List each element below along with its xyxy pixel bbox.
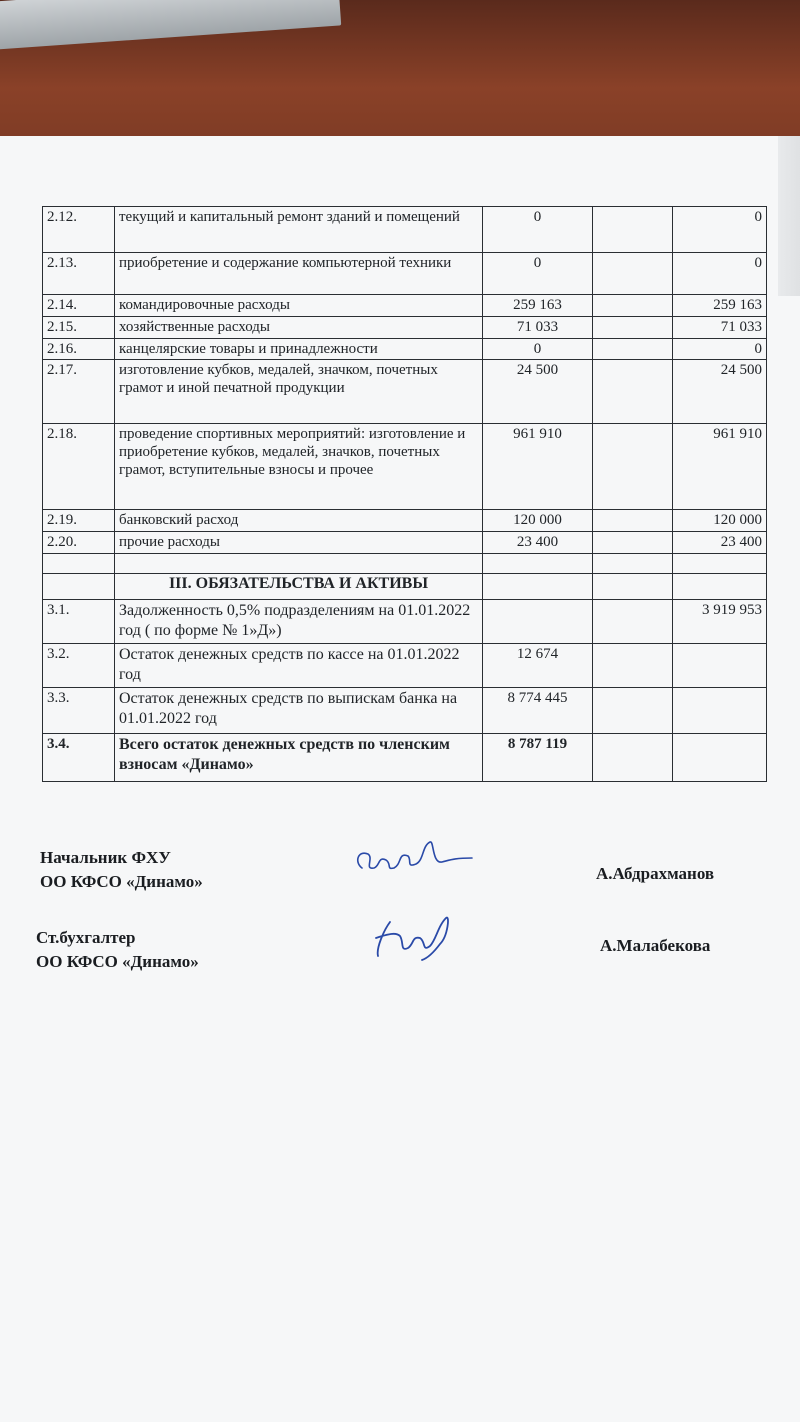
row-total: 0 <box>673 253 767 295</box>
signatory-name: А.Малабекова <box>600 936 711 955</box>
row-amount: 961 910 <box>483 424 593 510</box>
row-number: 2.16. <box>43 339 115 360</box>
signatory-title: Ст.бухгалтер ОО КФСО «Динамо» <box>36 928 199 971</box>
signature-scribble <box>370 908 460 968</box>
row-total: 0 <box>673 207 767 253</box>
row-empty-cell <box>593 734 673 782</box>
row-total <box>673 688 767 734</box>
row-empty-cell <box>593 424 673 510</box>
signatures-block <box>36 846 760 986</box>
row-empty-cell <box>593 360 673 424</box>
row-amount: 259 163 <box>483 295 593 317</box>
row-amount: 24 500 <box>483 360 593 424</box>
page-edge-shadow <box>778 136 800 296</box>
section-title: III. ОБЯЗАТЕЛЬСТВА И АКТИВЫ <box>115 574 483 600</box>
row-number: 2.19. <box>43 510 115 532</box>
table-row-total <box>43 734 767 782</box>
row-empty-cell <box>593 253 673 295</box>
row-description: приобретение и содержание компьютерной техники <box>115 253 483 295</box>
row-number: 3.1. <box>43 600 115 644</box>
row-empty-cell <box>593 644 673 688</box>
row-empty-cell <box>593 510 673 532</box>
table-row <box>43 644 767 688</box>
row-description: Остаток денежных средств по выпискам банка на 01.01.2022 год <box>115 688 483 734</box>
row-empty-cell <box>593 295 673 317</box>
row-empty-cell <box>593 688 673 734</box>
row-description: Остаток денежных средств по кассе на 01.01.2022 год <box>115 644 483 688</box>
row-amount: 71 033 <box>483 317 593 339</box>
row-description: изготовление кубков, медалей, значком, почетных грамот и иной печатной продукции <box>115 360 483 424</box>
table-row <box>43 600 767 644</box>
row-amount: 8 787 119 <box>483 734 593 782</box>
row-empty-cell <box>593 532 673 554</box>
row-amount: 12 674 <box>483 644 593 688</box>
row-description: командировочные расходы <box>115 295 483 317</box>
row-amount: 0 <box>483 339 593 360</box>
row-number: 2.20. <box>43 532 115 554</box>
row-amount: 0 <box>483 253 593 295</box>
row-description: текущий и капитальный ремонт зданий и помещений <box>115 207 483 253</box>
row-amount: 0 <box>483 207 593 253</box>
row-empty-cell <box>593 600 673 644</box>
row-number: 2.18. <box>43 424 115 510</box>
row-number: 3.2. <box>43 644 115 688</box>
signatory-title: Начальник ФХУ ОО КФСО «Динамо» <box>40 848 203 891</box>
signatory-name: А.Абдрахманов <box>596 864 715 883</box>
row-total: 961 910 <box>673 424 767 510</box>
row-amount <box>483 600 593 644</box>
row-description: прочие расходы <box>115 532 483 554</box>
row-empty-cell <box>593 317 673 339</box>
row-amount: 23 400 <box>483 532 593 554</box>
row-description: проведение спортивных мероприятий: изготовление и приобретение кубков, медалей, значков, почетных грамот, вступительные взносы и прочее <box>115 424 483 510</box>
row-total: 0 <box>673 339 767 360</box>
row-number: 3.4. <box>43 734 115 782</box>
row-total: 23 400 <box>673 532 767 554</box>
table-row <box>43 339 767 360</box>
expenses-table <box>42 206 767 782</box>
row-empty-cell <box>593 339 673 360</box>
row-total: 71 033 <box>673 317 767 339</box>
section-header-row <box>43 574 767 600</box>
row-total: 24 500 <box>673 360 767 424</box>
table-row <box>43 360 767 424</box>
row-description: банковский расход <box>115 510 483 532</box>
row-empty-cell <box>593 207 673 253</box>
table-row <box>43 295 767 317</box>
row-description: Задолженность 0,5% подразделениям на 01.01.2022 год ( по форме № 1»Д») <box>115 600 483 644</box>
table-row <box>43 688 767 734</box>
table-row <box>43 317 767 339</box>
table-row <box>43 424 767 510</box>
row-amount: 120 000 <box>483 510 593 532</box>
row-number: 2.12. <box>43 207 115 253</box>
table-row <box>43 253 767 295</box>
row-total: 259 163 <box>673 295 767 317</box>
row-description: канцелярские товары и принадлежности <box>115 339 483 360</box>
table-row <box>43 510 767 532</box>
row-number: 2.15. <box>43 317 115 339</box>
table-row <box>43 207 767 253</box>
row-number: 2.13. <box>43 253 115 295</box>
row-amount: 8 774 445 <box>483 688 593 734</box>
row-total: 3 919 953 <box>673 600 767 644</box>
row-description: Всего остаток денежных средств по членским взносам «Динамо» <box>115 734 483 782</box>
signature-scribble <box>350 838 480 882</box>
row-total <box>673 734 767 782</box>
row-total: 120 000 <box>673 510 767 532</box>
table-row-empty <box>43 554 767 574</box>
row-description: хозяйственные расходы <box>115 317 483 339</box>
background-paper-sheet <box>0 0 341 50</box>
row-number: 2.14. <box>43 295 115 317</box>
row-total <box>673 644 767 688</box>
row-number: 3.3. <box>43 688 115 734</box>
row-number: 2.17. <box>43 360 115 424</box>
table-row <box>43 532 767 554</box>
